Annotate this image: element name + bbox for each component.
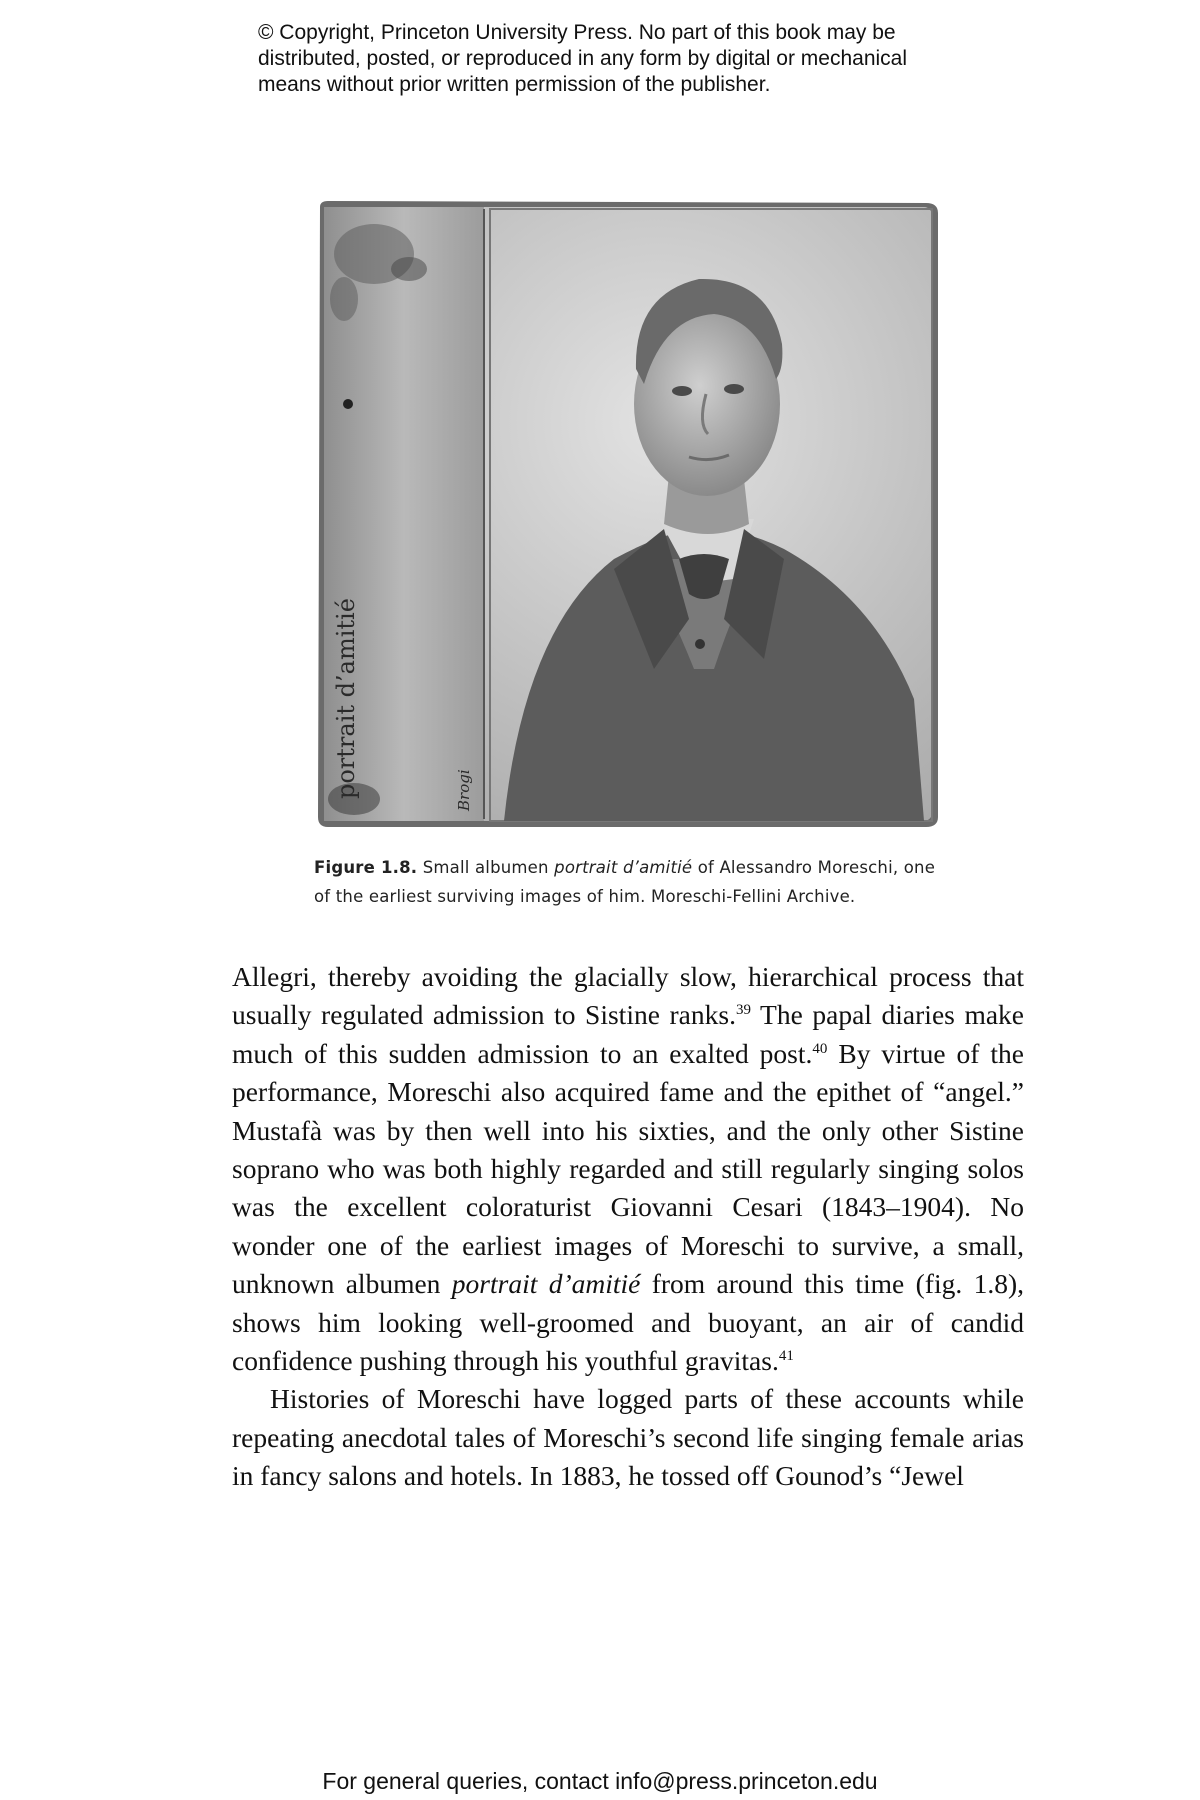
caption-text-after: of Alessandro Moreschi, one of the earliest surviving images of him. Moreschi-Fellini Archive. xyxy=(314,858,936,906)
paragraph-1 xyxy=(232,958,1024,1380)
p1-part-a: Allegri, thereby avoiding the glacially slow, hierarchical process that usually regulated admission to Sistine ranks. xyxy=(232,961,1024,1031)
paragraph-2: Histories of Moreschi have logged parts of these accounts while repeating anecdotal tales of Moreschi’s second life singing female arias in fancy salons and hotels. In 1883, he tossed off Gounod’s “Jewel xyxy=(232,1383,1024,1492)
footer-contact: For general queries, contact info@press.princeton.edu xyxy=(322,1768,878,1794)
copyright-line-3: means without prior written permission of the publisher. xyxy=(258,73,771,96)
caption-italic: portrait d’amitié xyxy=(554,858,693,877)
p1-part-c: By virtue of the performance, Moreschi also acquired fame and the epithet of “angel.” Mustafà was by then well into his sixties, and the only other Sistine soprano who was both highly regarded and still regularly singing solos was the excellent coloraturist Giovanni Cesari (1843–1904). No wonder one of the earliest images of Moreschi to survive, a small, unknown albumen xyxy=(232,1037,1025,1300)
copyright-line-2: distributed, posted, or reproduced in any form by digital or mechanical xyxy=(258,47,908,70)
footnote-ref-41[interactable]: 41 xyxy=(778,1348,794,1365)
spine-maker: Brogi xyxy=(455,769,473,811)
caption-text-before: Small albumen xyxy=(417,858,555,877)
p1-part-b: The papal diaries make much of this sudden admission to an exalted post. xyxy=(232,999,1024,1069)
copyright-line-1: © Copyright, Princeton University Press. No part of this book may be xyxy=(258,21,896,44)
p1-part-d: from around this time (fig. 1.8), shows him looking well-groomed and buoyant, an air of candid confidence pushing through his youthful gravitas. xyxy=(232,1268,1024,1377)
figure-caption xyxy=(314,853,954,911)
copyright-notice xyxy=(258,20,1018,98)
footnote-ref-39[interactable]: 39 xyxy=(735,1002,751,1019)
footnote-ref-40[interactable]: 40 xyxy=(812,1040,828,1057)
p1-italic: portrait d’amitié xyxy=(451,1268,641,1300)
body-text xyxy=(232,958,1024,1496)
caption-label: Figure 1.8. xyxy=(314,858,418,877)
portrait-photo xyxy=(314,199,940,829)
spine-text: portrait d’amitié xyxy=(332,598,360,799)
figure-photograph xyxy=(314,199,940,829)
